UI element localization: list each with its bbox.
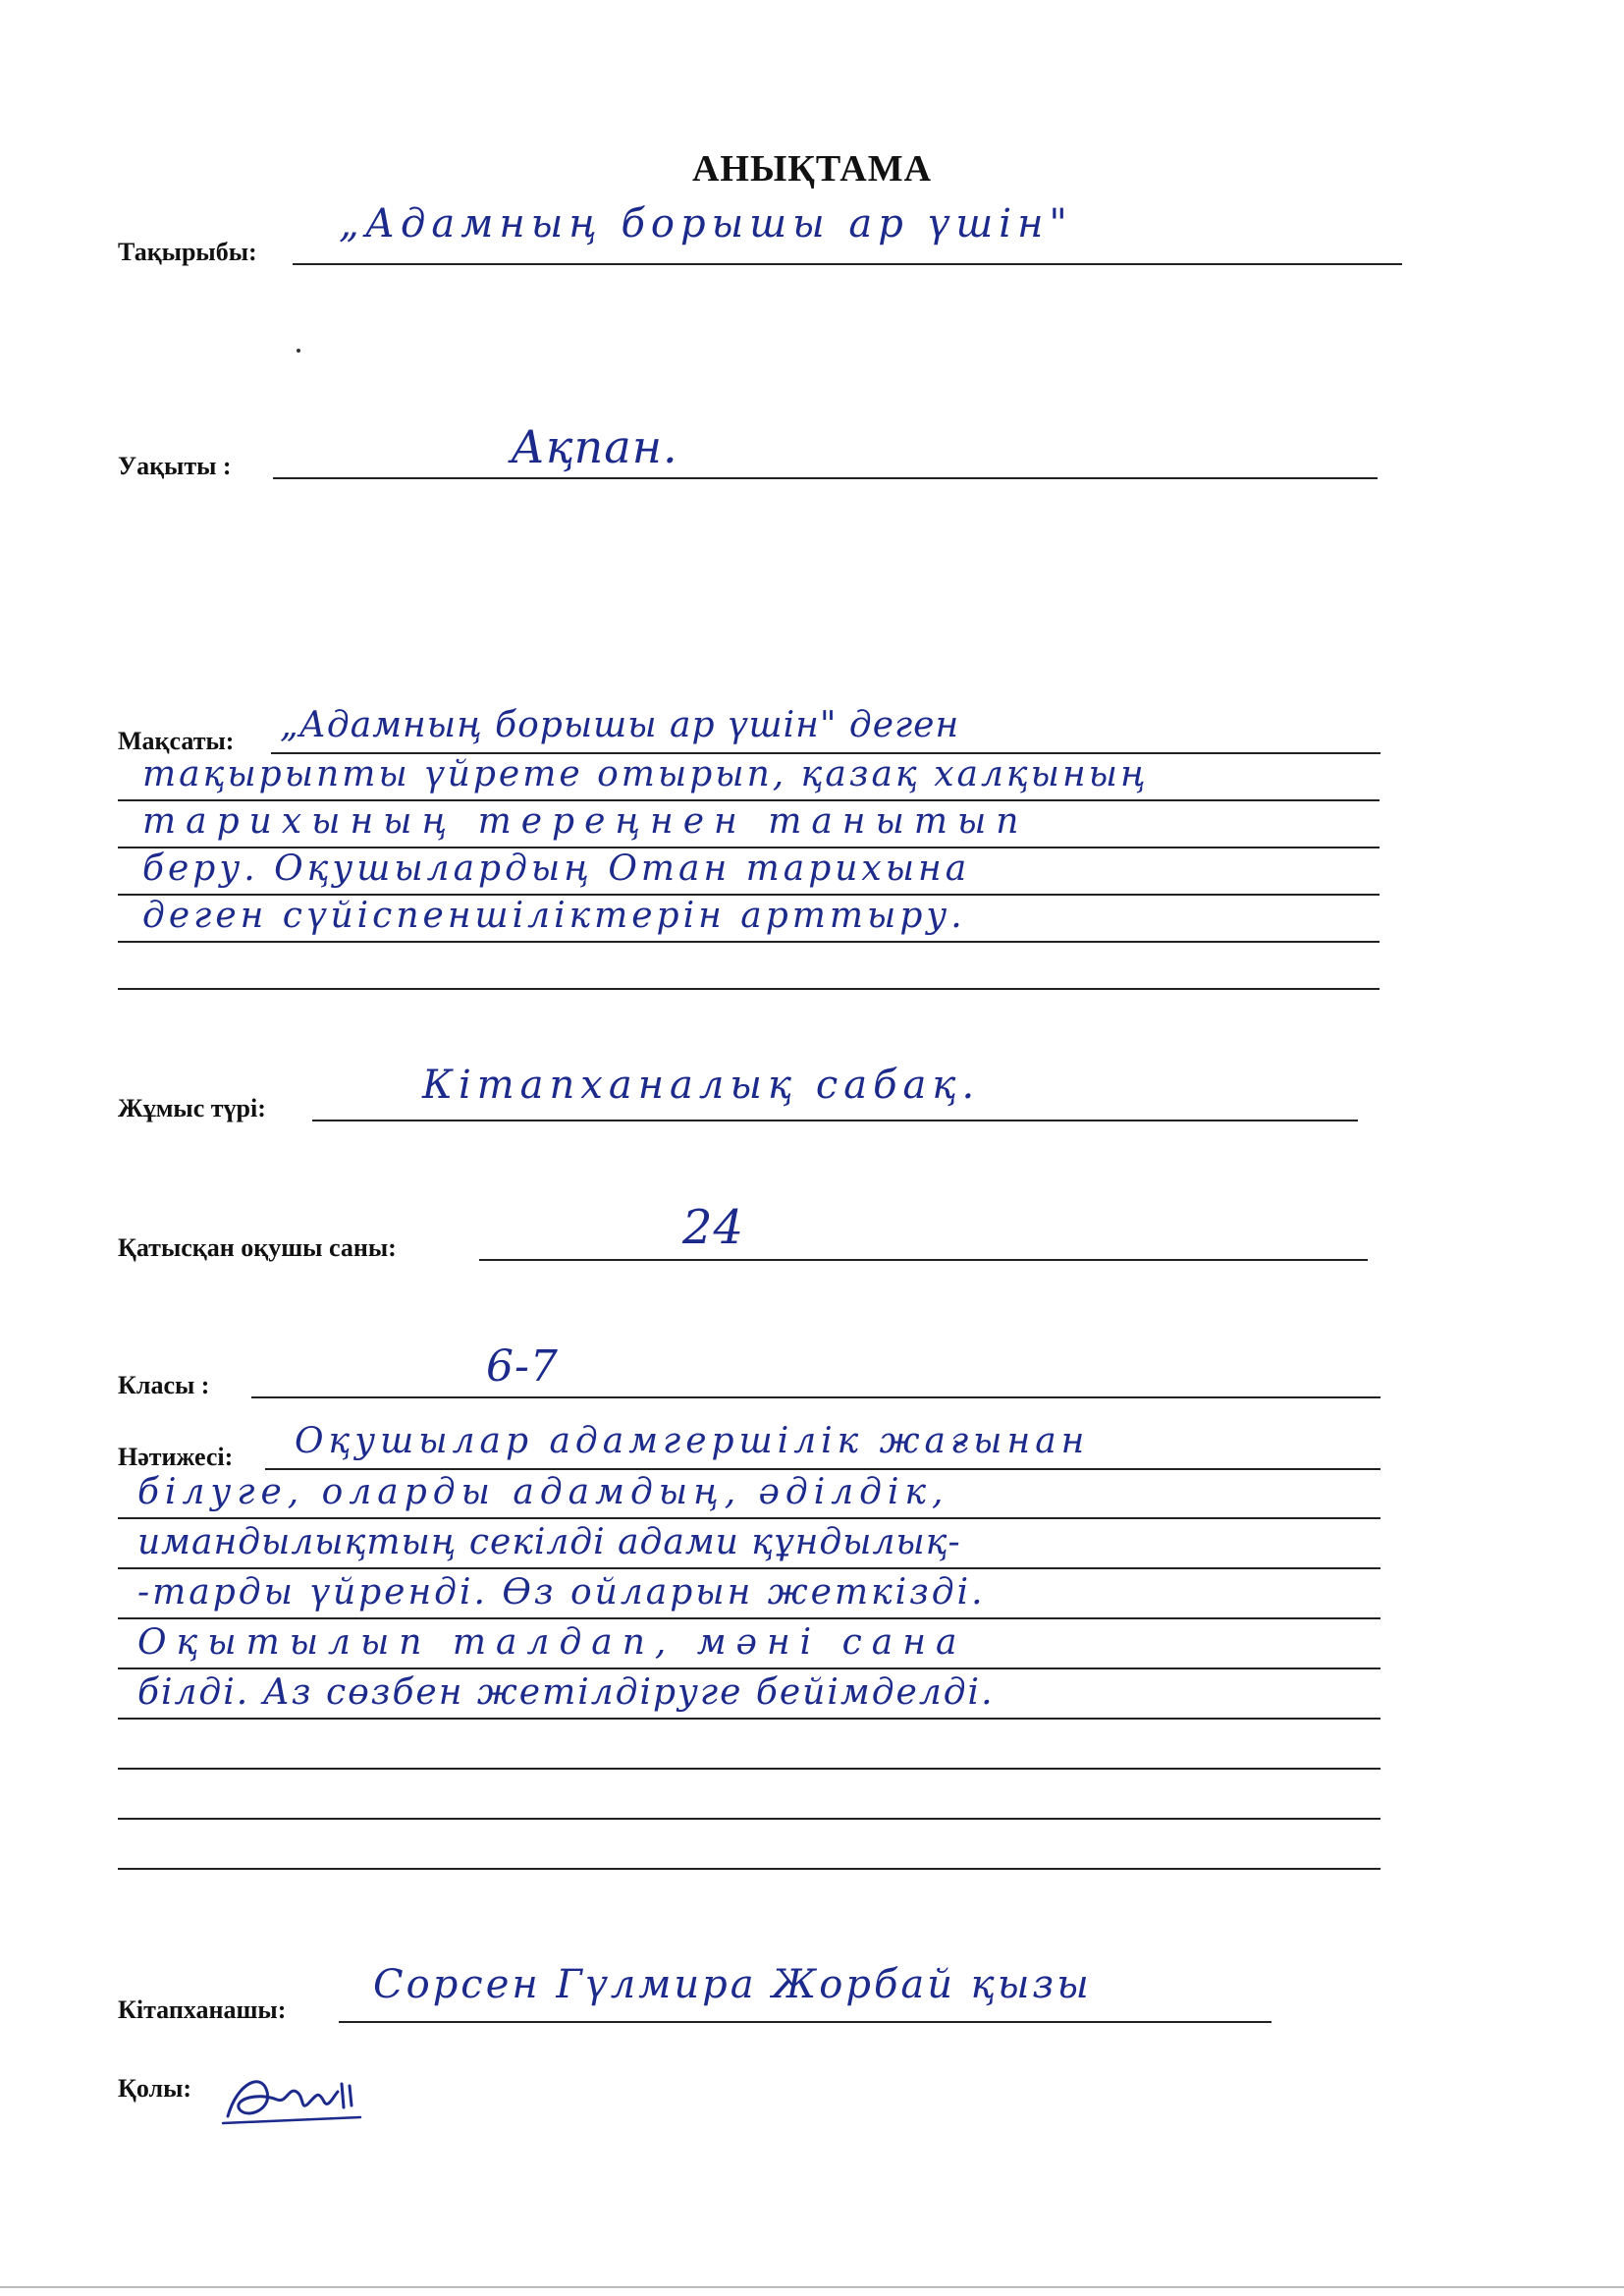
- goal-text-line-4: беру. Оқушылардың Отан тарихына: [142, 848, 971, 889]
- ink-dot: [297, 349, 300, 353]
- result-underline-7: [118, 1768, 1380, 1770]
- librarian-value: Сорсен Гүлмира Жорбай қызы: [373, 1962, 1092, 2007]
- work-type-label: Жұмыс түрі:: [118, 1094, 266, 1122]
- goal-text-line-5: деген сүйіспеншіліктерін арттыру.: [142, 896, 966, 936]
- grade-value: 6-7: [486, 1341, 559, 1392]
- result-text-line-3: имандылықтың секілді адами құндылық-: [137, 1522, 961, 1562]
- result-text-line-1: Оқушылар адамгершілік жағынан: [295, 1421, 1090, 1461]
- goal-label: Мақсаты:: [118, 727, 235, 755]
- goal-underline-6: [118, 988, 1380, 990]
- time-label: Уақыты :: [118, 452, 232, 480]
- topic-value: „Адамның борышы ар үшін": [339, 201, 1073, 246]
- result-underline-3: [118, 1567, 1380, 1569]
- page-title: АНЫҚТАМА: [691, 148, 933, 190]
- result-underline-4: [118, 1617, 1380, 1619]
- students-value: 24: [682, 1200, 745, 1255]
- result-underline-6: [118, 1718, 1380, 1720]
- result-text-line-6: білді. Аз сөзбен жетілдіруге бейімделді.: [137, 1672, 995, 1713]
- goal-underline-5: [118, 941, 1380, 943]
- work-type-underline: [312, 1120, 1358, 1121]
- grade-underline: [251, 1396, 1380, 1398]
- result-underline-9: [118, 1868, 1380, 1870]
- students-underline: [479, 1259, 1368, 1261]
- time-value: Ақпан.: [511, 420, 678, 473]
- result-text-line-4: -тарды үйренді. Өз ойларын жеткізді.: [137, 1572, 986, 1613]
- goal-text-line-3: тарихының тереңнен танытып: [142, 801, 1029, 842]
- result-label: Нәтижесі:: [118, 1443, 234, 1471]
- topic-underline: [293, 263, 1402, 265]
- grade-label: Класы :: [118, 1371, 210, 1399]
- handwritten-signature: [218, 2062, 365, 2131]
- librarian-label: Кітапханашы:: [118, 1995, 287, 2024]
- students-label: Қатысқан оқушы саны:: [118, 1233, 397, 1262]
- result-underline-2: [118, 1517, 1380, 1519]
- goal-text-line-1: „Адамның борышы ар үшін" деген: [280, 705, 960, 745]
- result-underline-8: [118, 1818, 1380, 1820]
- topic-label: Тақырыбы:: [118, 238, 257, 266]
- time-underline: [273, 477, 1378, 479]
- scan-edge: [0, 2286, 1624, 2288]
- librarian-underline: [339, 2021, 1272, 2023]
- result-text-line-2: білуге, оларды адамдың, әділдік,: [137, 1472, 949, 1512]
- signature-label: Қолы:: [118, 2074, 192, 2103]
- result-underline-5: [118, 1667, 1380, 1669]
- result-text-line-5: Оқытылып талдап, мәні сана: [137, 1622, 967, 1663]
- result-underline-1: [265, 1468, 1380, 1470]
- goal-text-line-2: тақырыпты үйрете отырып, қазақ халқының: [142, 754, 1149, 794]
- work-type-value: Кітапханалық сабақ.: [422, 1063, 981, 1108]
